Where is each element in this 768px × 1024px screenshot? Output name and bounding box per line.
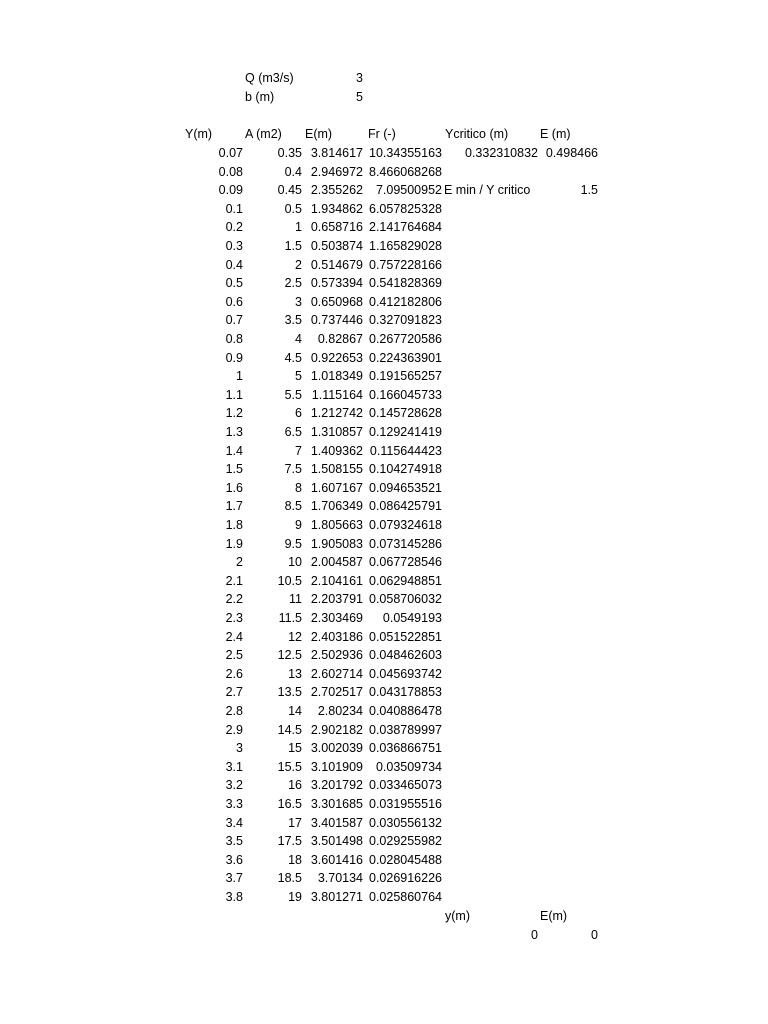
cell-fr[interactable]: 0.036866751 xyxy=(369,741,442,755)
cell-a[interactable]: 18.5 xyxy=(277,871,302,885)
cell-a[interactable]: 3.5 xyxy=(284,313,302,327)
cell-a[interactable]: 13.5 xyxy=(277,685,302,699)
cell-y[interactable]: 0.4 xyxy=(225,258,243,272)
cell-fr[interactable]: 0.115644423 xyxy=(369,444,442,458)
cell-e[interactable]: 2.355262 xyxy=(310,183,363,197)
header-e2: E (m) xyxy=(540,127,571,141)
cell-e[interactable]: 0.737446 xyxy=(310,313,363,327)
cell-e[interactable]: 1.409362 xyxy=(310,444,363,458)
q-label: Q (m3/s) xyxy=(245,71,294,85)
cell-y[interactable]: 2.5 xyxy=(225,648,243,662)
cell-e[interactable]: 3.814617 xyxy=(310,146,363,160)
cell-a[interactable]: 12 xyxy=(288,630,302,644)
cell-e[interactable]: 1.905083 xyxy=(310,537,363,551)
cell-a[interactable]: 17 xyxy=(288,816,302,830)
e-min-value[interactable]: 0.498466 xyxy=(545,146,598,160)
cell-fr[interactable]: 0.033465073 xyxy=(369,778,442,792)
footer-e-label: E(m) xyxy=(540,909,568,923)
cell-a[interactable]: 0.5 xyxy=(284,202,302,216)
cell-a[interactable]: 15.5 xyxy=(277,760,302,774)
cell-e[interactable]: 0.503874 xyxy=(310,239,363,253)
cell-a[interactable]: 5 xyxy=(295,369,302,383)
cell-e[interactable]: 2.946972 xyxy=(310,165,363,179)
cell-e[interactable]: 0.650968 xyxy=(310,295,363,309)
cell-fr[interactable]: 0.067728546 xyxy=(369,555,442,569)
cell-fr[interactable]: 0.541828369 xyxy=(369,276,442,290)
header-e: E(m) xyxy=(305,127,333,141)
cell-y[interactable]: 0.08 xyxy=(218,165,243,179)
cell-fr[interactable]: 0.025860764 xyxy=(369,890,442,904)
cell-fr[interactable]: 0.038789997 xyxy=(369,723,442,737)
cell-a[interactable]: 7 xyxy=(295,444,302,458)
cell-y[interactable]: 3.7 xyxy=(225,871,243,885)
cell-y[interactable]: 1.5 xyxy=(225,462,243,476)
cell-e[interactable]: 3.301685 xyxy=(310,797,363,811)
cell-a[interactable]: 9.5 xyxy=(284,537,302,551)
cell-y[interactable]: 2.8 xyxy=(225,704,243,718)
cell-fr[interactable]: 0.040886478 xyxy=(369,704,442,718)
cell-fr[interactable]: 0.029255982 xyxy=(369,834,442,848)
cell-a[interactable]: 4.5 xyxy=(284,351,302,365)
cell-fr[interactable]: 0.03509734 xyxy=(375,760,442,774)
cell-fr[interactable]: 0.166045733 xyxy=(369,388,442,402)
cell-a[interactable]: 0.4 xyxy=(284,165,302,179)
cell-fr[interactable]: 0.028045488 xyxy=(369,853,442,867)
cell-e[interactable]: 2.80234 xyxy=(317,704,363,718)
cell-e[interactable]: 1.607167 xyxy=(310,481,363,495)
cell-e[interactable]: 1.310857 xyxy=(310,425,363,439)
cell-a[interactable]: 6 xyxy=(295,406,302,420)
cell-fr[interactable]: 8.466068268 xyxy=(369,165,442,179)
cell-y[interactable]: 1.9 xyxy=(225,537,243,551)
cell-y[interactable]: 0.5 xyxy=(225,276,243,290)
cell-y[interactable]: 2.6 xyxy=(225,667,243,681)
cell-fr[interactable]: 0.412182806 xyxy=(369,295,442,309)
cell-a[interactable]: 12.5 xyxy=(277,648,302,662)
header-ycritico: Ycritico (m) xyxy=(445,127,509,141)
cell-a[interactable]: 8 xyxy=(295,481,302,495)
cell-y[interactable]: 0.07 xyxy=(218,146,243,160)
cell-a[interactable]: 19 xyxy=(288,890,302,904)
cell-y[interactable]: 0.1 xyxy=(225,202,243,216)
cell-e[interactable]: 0.514679 xyxy=(310,258,363,272)
cell-e[interactable]: 2.004587 xyxy=(310,555,363,569)
cell-y[interactable]: 2.2 xyxy=(225,592,243,606)
cell-y[interactable]: 2.3 xyxy=(225,611,243,625)
cell-fr[interactable]: 6.057825328 xyxy=(369,202,442,216)
cell-fr[interactable]: 0.073145286 xyxy=(369,537,442,551)
cell-a[interactable]: 16 xyxy=(288,778,302,792)
cell-fr[interactable]: 0.094653521 xyxy=(369,481,442,495)
cell-fr[interactable]: 7.09500952 xyxy=(375,183,442,197)
cell-y[interactable]: 0.09 xyxy=(218,183,243,197)
cell-e[interactable]: 1.805663 xyxy=(310,518,363,532)
ratio-value[interactable]: 1.5 xyxy=(580,183,598,197)
cell-e[interactable]: 3.70134 xyxy=(317,871,363,885)
cell-y[interactable]: 2.1 xyxy=(225,574,243,588)
cell-a[interactable]: 10.5 xyxy=(277,574,302,588)
ratio-label: E min / Y critico xyxy=(444,183,531,197)
cell-y[interactable]: 0.9 xyxy=(225,351,243,365)
cell-a[interactable]: 9 xyxy=(295,518,302,532)
cell-fr[interactable]: 0.031955516 xyxy=(369,797,442,811)
cell-fr[interactable]: 0.051522851 xyxy=(369,630,442,644)
cell-fr[interactable]: 0.757228166 xyxy=(369,258,442,272)
cell-fr[interactable]: 10.34355163 xyxy=(369,146,442,160)
cell-fr[interactable]: 0.104274918 xyxy=(369,462,442,476)
cell-a[interactable]: 6.5 xyxy=(284,425,302,439)
cell-y[interactable]: 3.4 xyxy=(225,816,243,830)
cell-y[interactable]: 1 xyxy=(236,369,243,383)
cell-a[interactable]: 8.5 xyxy=(284,499,302,513)
cell-a[interactable]: 0.45 xyxy=(277,183,302,197)
cell-y[interactable]: 0.7 xyxy=(225,313,243,327)
cell-a[interactable]: 14.5 xyxy=(277,723,302,737)
b-label: b (m) xyxy=(245,90,275,104)
cell-fr[interactable]: 0.030556132 xyxy=(369,816,442,830)
cell-fr[interactable]: 0.026916226 xyxy=(369,871,442,885)
cell-e[interactable]: 2.602714 xyxy=(310,667,363,681)
cell-y[interactable]: 0.2 xyxy=(225,220,243,234)
cell-e[interactable]: 3.501498 xyxy=(310,834,363,848)
cell-a[interactable]: 1.5 xyxy=(284,239,302,253)
cell-y[interactable]: 3 xyxy=(236,741,243,755)
cell-e[interactable]: 1.018349 xyxy=(310,369,363,383)
footer-y-value[interactable]: 0 xyxy=(531,928,538,942)
cell-y[interactable]: 3.6 xyxy=(225,853,243,867)
footer-e-value[interactable]: 0 xyxy=(591,928,598,942)
cell-y[interactable]: 3.5 xyxy=(225,834,243,848)
cell-a[interactable]: 7.5 xyxy=(284,462,302,476)
cell-fr[interactable]: 1.165829028 xyxy=(369,239,442,253)
ycritico-value[interactable]: 0.332310832 xyxy=(465,146,538,160)
cell-a[interactable]: 11.5 xyxy=(278,611,302,625)
cell-a[interactable]: 5.5 xyxy=(284,388,302,402)
cell-e[interactable]: 2.104161 xyxy=(310,574,363,588)
q-value[interactable]: 3 xyxy=(356,71,363,85)
cell-fr[interactable]: 0.191565257 xyxy=(369,369,442,383)
cell-fr[interactable]: 0.327091823 xyxy=(369,313,442,327)
cell-y[interactable]: 2.4 xyxy=(225,630,243,644)
cell-y[interactable]: 2 xyxy=(236,555,243,569)
cell-fr[interactable]: 0.0549193 xyxy=(382,611,442,625)
cell-e[interactable]: 2.303469 xyxy=(310,611,363,625)
cell-e[interactable]: 0.922653 xyxy=(310,351,363,365)
cell-a[interactable]: 15 xyxy=(288,741,302,755)
cell-a[interactable]: 3 xyxy=(295,295,302,309)
cell-fr[interactable]: 0.224363901 xyxy=(369,351,442,365)
cell-e[interactable]: 3.002039 xyxy=(310,741,363,755)
cell-a[interactable]: 10 xyxy=(288,555,302,569)
cell-e[interactable]: 1.115164 xyxy=(311,388,363,402)
cell-e[interactable]: 1.508155 xyxy=(310,462,363,476)
cell-y[interactable]: 3.3 xyxy=(225,797,243,811)
cell-y[interactable]: 2.9 xyxy=(225,723,243,737)
cell-e[interactable]: 3.101909 xyxy=(310,760,363,774)
cell-e[interactable]: 0.82867 xyxy=(317,332,363,346)
cell-y[interactable]: 1.7 xyxy=(225,499,243,513)
b-value[interactable]: 5 xyxy=(356,90,363,104)
cell-e[interactable]: 2.203791 xyxy=(310,592,363,606)
header-y: Y(m) xyxy=(185,127,213,141)
cell-e[interactable]: 3.801271 xyxy=(310,890,363,904)
cell-y[interactable]: 0.6 xyxy=(225,295,243,309)
cell-e[interactable]: 3.401587 xyxy=(310,816,363,830)
cell-y[interactable]: 0.8 xyxy=(225,332,243,346)
cell-fr[interactable]: 0.062948851 xyxy=(369,574,442,588)
header-fr: Fr (-) xyxy=(368,127,396,141)
cell-fr[interactable]: 0.267720586 xyxy=(369,332,442,346)
cell-y[interactable]: 1.1 xyxy=(225,388,243,402)
cell-a[interactable]: 11 xyxy=(289,592,302,606)
cell-a[interactable]: 2.5 xyxy=(284,276,302,290)
cell-fr[interactable]: 0.145728628 xyxy=(369,406,442,420)
cell-e[interactable]: 2.902182 xyxy=(310,723,363,737)
cell-a[interactable]: 14 xyxy=(288,704,302,718)
cell-e[interactable]: 1.212742 xyxy=(310,406,363,420)
cell-e[interactable]: 2.403186 xyxy=(310,630,363,644)
cell-y[interactable]: 3.1 xyxy=(225,760,243,774)
cell-fr[interactable]: 0.048462603 xyxy=(369,648,442,662)
cell-e[interactable]: 2.502936 xyxy=(310,648,363,662)
footer-y-label: y(m) xyxy=(445,909,470,923)
cell-y[interactable]: 1.6 xyxy=(225,481,243,495)
cell-y[interactable]: 2.7 xyxy=(225,685,243,699)
cell-fr[interactable]: 0.043178853 xyxy=(369,685,442,699)
cell-e[interactable]: 3.201792 xyxy=(310,778,363,792)
cell-fr[interactable]: 0.045693742 xyxy=(369,667,442,681)
cell-fr[interactable]: 0.079324618 xyxy=(369,518,442,532)
cell-e[interactable]: 2.702517 xyxy=(310,685,363,699)
cell-a[interactable]: 13 xyxy=(288,667,302,681)
cell-a[interactable]: 1 xyxy=(295,220,302,234)
cell-fr[interactable]: 0.086425791 xyxy=(369,499,442,513)
cell-fr[interactable]: 2.141764684 xyxy=(369,220,442,234)
cell-e[interactable]: 0.573394 xyxy=(310,276,363,290)
cell-y[interactable]: 3.8 xyxy=(225,890,243,904)
cell-a[interactable]: 4 xyxy=(295,332,302,346)
cell-y[interactable]: 1.8 xyxy=(225,518,243,532)
cell-e[interactable]: 1.706349 xyxy=(310,499,363,513)
cell-y[interactable]: 3.2 xyxy=(225,778,243,792)
cell-a[interactable]: 17.5 xyxy=(277,834,302,848)
cell-a[interactable]: 2 xyxy=(295,258,302,272)
cell-a[interactable]: 16.5 xyxy=(277,797,302,811)
header-a: A (m2) xyxy=(245,127,282,141)
cell-e[interactable]: 0.658716 xyxy=(310,220,363,234)
cell-fr[interactable]: 0.129241419 xyxy=(369,425,442,439)
cell-y[interactable]: 0.3 xyxy=(225,239,243,253)
cell-y[interactable]: 1.4 xyxy=(225,444,243,458)
cell-y[interactable]: 1.2 xyxy=(225,406,243,420)
cell-y[interactable]: 1.3 xyxy=(225,425,243,439)
cell-a[interactable]: 18 xyxy=(288,853,302,867)
cell-fr[interactable]: 0.058706032 xyxy=(369,592,442,606)
cell-e[interactable]: 3.601416 xyxy=(310,853,363,867)
cell-e[interactable]: 1.934862 xyxy=(310,202,363,216)
cell-a[interactable]: 0.35 xyxy=(277,146,302,160)
